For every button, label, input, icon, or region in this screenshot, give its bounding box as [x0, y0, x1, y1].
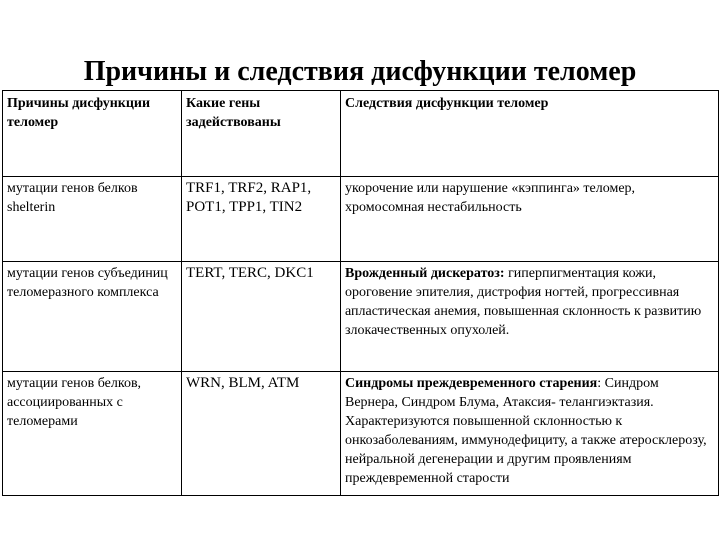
header-effects: Следствия дисфункции теломер	[341, 91, 719, 177]
effect-bold-text: Синдромы преждевременного старения	[345, 376, 598, 391]
effect-bold-text: Врожденный дискератоз:	[345, 266, 505, 281]
effect-cell	[341, 177, 719, 262]
effect-cell	[341, 262, 719, 372]
effect-cell	[341, 372, 719, 496]
effect-text: гиперпигментация кожи, ороговение эпителия, дистрофия ногтей, прогрессивная апластическая анемия, повышенная склонность к развитию злокачественных опухолей.	[345, 266, 702, 338]
table-header-row	[3, 91, 719, 177]
effect-text: : Синдром Вернера, Синдром Блума, Атаксия- телангиэктазия. Характеризуются повышенной склонностью к онкозаболеваниям, иммунодефициту, а также атеросклерозу, нейральной дегенерации и другим проявлениям преждевременной старости	[345, 376, 707, 486]
table-row	[3, 262, 719, 372]
genes-cell: WRN, BLM, ATM	[182, 372, 341, 496]
page-title: Причины и следствия дисфункции теломер	[83, 56, 637, 87]
header-genes: Какие гены задействованы	[182, 91, 341, 177]
table-row	[3, 177, 719, 262]
cause-cell: мутации генов субъединиц теломеразного комплекса	[3, 262, 182, 372]
effect-text: укорочение или нарушение «кэппинга» теломер, хромосомная нестабильность	[345, 181, 636, 215]
telomere-dysfunction-table	[2, 90, 719, 496]
table-row	[3, 372, 719, 496]
cause-cell: мутации генов белков shelterin	[3, 177, 182, 262]
genes-cell: TERT, TERC, DKC1	[182, 262, 341, 372]
cause-cell: мутации генов белков, ассоциированных с теломерами	[3, 372, 182, 496]
header-causes: Причины дисфункции теломер	[3, 91, 182, 177]
genes-cell: TRF1, TRF2, RAP1, POT1, TPP1, TIN2	[182, 177, 341, 262]
